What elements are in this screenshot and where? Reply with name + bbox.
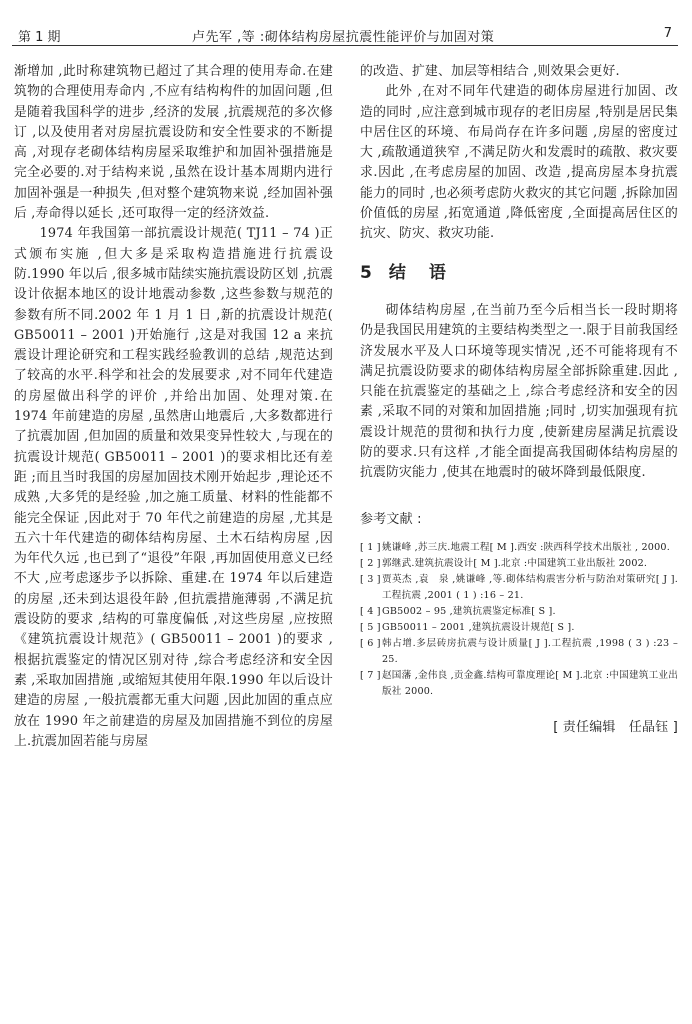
section-heading	[360, 263, 678, 283]
reference-text: 韩占增.多层砖房抗震与设计质量[ J ].工程抗震 ,1998 ( 3 ) :23 – 25.	[382, 637, 678, 665]
reference-text: GB5002 – 95 ,建筑抗震鉴定标准[ S ].	[382, 605, 556, 617]
reference-item	[360, 604, 678, 620]
reference-item	[360, 668, 678, 700]
reference-item	[360, 572, 678, 604]
reference-text: 赵国藩 ,金伟良 ,贡金鑫.结构可靠度理论[ M ].北京 :中国建筑工业出版社 2000.	[382, 669, 678, 697]
body-paragraph: 的改造、扩建、加层等相结合 ,则效果会更好.	[360, 64, 620, 79]
reference-tag: [ 3 ]	[360, 573, 381, 585]
reference-item	[360, 620, 678, 636]
left-column	[14, 62, 333, 752]
reference-text: GB50011 – 2001 ,建筑抗震设计规范[ S ].	[382, 621, 575, 633]
body-paragraph: 渐增加 ,此时称建筑物已超过了其合理的使用寿命.在建筑物的合理使用寿命内 ,不应有结构构件的加固问题 ,但是随着我国科学的进步 ,经济的发展 ,抗震规范的多次修订 ,以及使用者对房屋抗震设防和安全性要求的不断提高 ,对现存老砌体结构房屋采取维护和加固补强措施是完全必要的.对于结构来说 ,虽然在设计基本周期内进行加固补强是一种损失 ,但对整个建筑物来说 ,经加固补强后 ,寿命得以延长 ,还可取得一定的经济效益.	[14, 64, 333, 222]
reference-tag: [ 6 ]	[360, 637, 381, 649]
body-paragraph: 砌体结构房屋 ,在当前乃至今后相当长一段时期将仍是我国民用建筑的主要结构类型之一.限于目前我国经济发展水平及人口环境等现实情况 ,还不可能将现有不满足抗震设防要求的砌体结构房屋全部拆除重建.因此 ,只能在抗震鉴定的基础之上 ,综合考虑经济和安全的因素 ,采取不同的对策和加固措施 ;同时 ,切实加强现有抗震设计规范的贯彻和执行力度 ,使新建房屋满足抗震设防的要求.只有这样 ,才能全面提高我国砌体结构房屋的抗震防灾能力 ,使其在地震时的破坏降到最低限度.	[360, 302, 678, 481]
header-rule	[12, 45, 678, 46]
running-header	[12, 24, 678, 44]
references-title: 参考文献 :	[360, 511, 422, 527]
reference-tag: [ 7 ]	[360, 669, 381, 681]
section-number: 5	[360, 262, 375, 283]
reference-item	[360, 636, 678, 668]
reference-tag: [ 4 ]	[360, 605, 381, 617]
body-paragraph: 此外 ,在对不同年代建造的砌体房屋进行加固、改造的同时 ,应注意到城市现存的老旧房屋 ,特别是居民集中居住区的环境、布局尚存在许多问题 ,房屋的密度过大 ,疏散通道狭窄 ,不满足防火和发震时的疏散、救灾要求.因此 ,在考虑房屋的加固、改造 ,提高房屋本身抗震能力的同时 ,也必须考虑防火救灾的其它问题 ,拆除加固价值低的房屋 ,拓宽通道 ,降低密度 ,全面提高居住区的抗灾、防灾、救灾功能.	[360, 84, 678, 242]
reference-tag: [ 1 ]	[360, 541, 381, 553]
reference-list	[360, 540, 678, 700]
responsible-editor: [ 责任编辑 任晶钰 ]	[553, 719, 678, 735]
running-title: 卢先军 ,等 :砌体结构房屋抗震性能评价与加固对策	[192, 30, 495, 45]
reference-item	[360, 540, 678, 556]
reference-tag: [ 2 ]	[360, 557, 381, 569]
section-title: 结 语	[388, 262, 449, 283]
reference-tag: [ 5 ]	[360, 621, 381, 633]
reference-text: 贾英杰 ,袁 泉 ,姚谦峰 ,等.砌体结构震害分析与防治对策研究[ J ].工程抗震 ,2001 ( 1 ) :16 – 21.	[382, 573, 678, 601]
issue-number: 第 1 期	[18, 30, 61, 45]
right-column	[360, 62, 678, 738]
page-number: 7	[663, 26, 672, 41]
reference-item	[360, 556, 678, 572]
body-paragraph: 1974 年我国第一部抗震设计规范( TJ11 – 74 )正式颁布实施 ,但大多是采取构造措施进行抗震设防.1990 年以后 ,很多城市陆续实施抗震设防区划 ,抗震设计依据本地区的设计地震动参数 ,这些参数与规范的参数有所不同.2002 年 1 月 1 日 ,新的抗震设计规范( GB50011 – 2001 )开始施行 ,这是对我国 12 a 来抗震设计理论研究和工程实践经验教训的总结 ,规范达到了较高的水平.科学和社会的发展要求 ,对不同年代建造的房屋做出科学的评价 ,并给出加固、处理对策.在 1974 年前建造的房屋 ,虽然唐山地震后 ,大多数都进行了抗震加固 ,但加固的质量和效果变异性较大 ,与现在的抗震设计规范( GB50011 – 2001 )的要求相比还有差距 ;而且当时我国的房屋加固技术刚开始起步 ,理论还不成熟 ,大多凭的是经验 ,加之施工质量、材料的性能都不能完全保证 ,因此对于 70 年代之前建造的房屋 ,尤其是五六十年代建造的砌体结构房屋、土木石结构房屋 ,因为年代久远 ,也已到了“退役”年限 ,再加固使用意义已经不大 ,应考虑逐步予以拆除、重建.在 1974 年以后建造的房屋 ,还未到达退役年龄 ,但抗震措施薄弱 ,不满足抗震设防的要求 ,结构的可靠度偏低 ,对这些房屋 ,应按照《建筑抗震设计规范》( GB50011 – 2001 )的要求 ,根据抗震鉴定的情况区别对待 ,综合考虑经济和安全因素 ,采取加固措施 ,或缩短其使用年限.1990 年以后设计建造的房屋 ,一般抗震都无重大问题 ,因此加固的重点应放在 1990 年之前建造的房屋及加固措施不到位的房屋上.抗震加固若能与房屋	[14, 226, 333, 749]
reference-text: 郭继武.建筑抗震设计[ M ].北京 :中国建筑工业出版社 2002.	[382, 557, 648, 569]
reference-text: 姚谦峰 ,苏三庆.地震工程[ M ].西安 :陕西科学技术出版社 , 2000.	[382, 541, 670, 553]
